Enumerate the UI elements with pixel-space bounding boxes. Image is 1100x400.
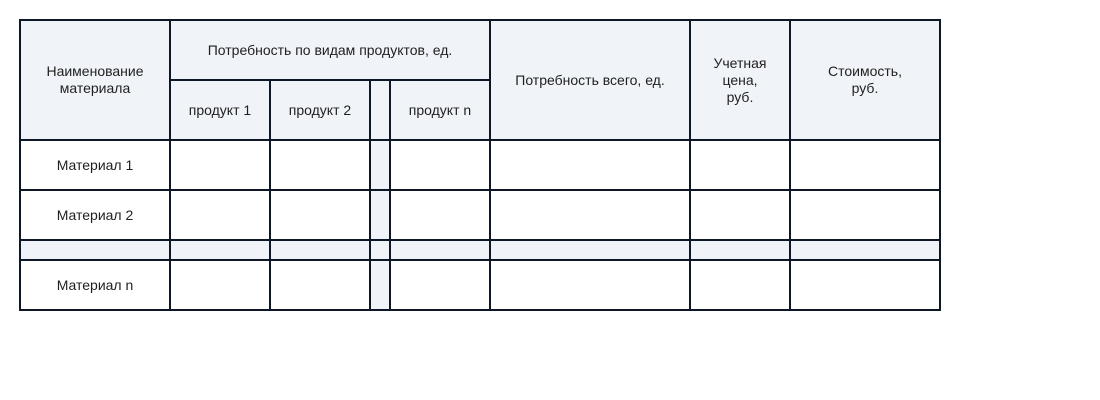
row-1-cost (790, 140, 940, 190)
grid-line (689, 19, 691, 311)
row-1-product-2 (270, 140, 370, 190)
header-cost: Стоимость, руб. (790, 20, 940, 140)
header-material-name: Наименование материала (20, 20, 170, 140)
gap-row-cost (790, 240, 940, 260)
row-n-product-gap (370, 260, 390, 310)
grid-line (19, 19, 941, 21)
grid-line (19, 259, 941, 261)
grid-line (169, 79, 491, 81)
gap-row-need-total (490, 240, 690, 260)
row-1-product-n (390, 140, 490, 190)
grid-line (19, 239, 941, 241)
gap-row-material-name (20, 240, 170, 260)
header-product-gap (370, 80, 390, 140)
header-unit-price: Учетная цена, руб. (690, 20, 790, 140)
row-1-product-1 (170, 140, 270, 190)
row-n-cost (790, 260, 940, 310)
row-2-material-name: Материал 2 (20, 190, 170, 240)
gap-row-product-1 (170, 240, 270, 260)
grid-line (389, 79, 391, 311)
grid-line (19, 309, 941, 311)
grid-line (369, 79, 371, 311)
gap-row-product-2 (270, 240, 370, 260)
grid-line (19, 189, 941, 191)
row-n-product-2 (270, 260, 370, 310)
header-product-1: продукт 1 (170, 80, 270, 140)
row-n-product-1 (170, 260, 270, 310)
grid-line (789, 19, 791, 311)
header-need-by-products: Потребность по видам продуктов, ед. (170, 20, 490, 80)
grid-line (269, 79, 271, 311)
grid-line (489, 19, 491, 311)
row-2-product-2 (270, 190, 370, 240)
grid-line (19, 19, 21, 311)
row-n-product-n (390, 260, 490, 310)
header-need-total: Потребность всего, ед. (490, 20, 690, 140)
grid-line (939, 19, 941, 311)
row-n-need-total (490, 260, 690, 310)
row-n-material-name: Материал n (20, 260, 170, 310)
row-2-product-gap (370, 190, 390, 240)
gap-row-product-n (390, 240, 490, 260)
row-n-unit-price (690, 260, 790, 310)
row-2-product-1 (170, 190, 270, 240)
row-1-need-total (490, 140, 690, 190)
grid-line (169, 19, 171, 311)
header-product-n: продукт n (390, 80, 490, 140)
header-product-2: продукт 2 (270, 80, 370, 140)
row-1-material-name: Материал 1 (20, 140, 170, 190)
row-2-need-total (490, 190, 690, 240)
row-2-product-n (390, 190, 490, 240)
row-2-unit-price (690, 190, 790, 240)
gap-row-unit-price (690, 240, 790, 260)
row-2-cost (790, 190, 940, 240)
row-1-unit-price (690, 140, 790, 190)
grid-line (19, 139, 941, 141)
row-1-product-gap (370, 140, 390, 190)
gap-row-product-gap (370, 240, 390, 260)
